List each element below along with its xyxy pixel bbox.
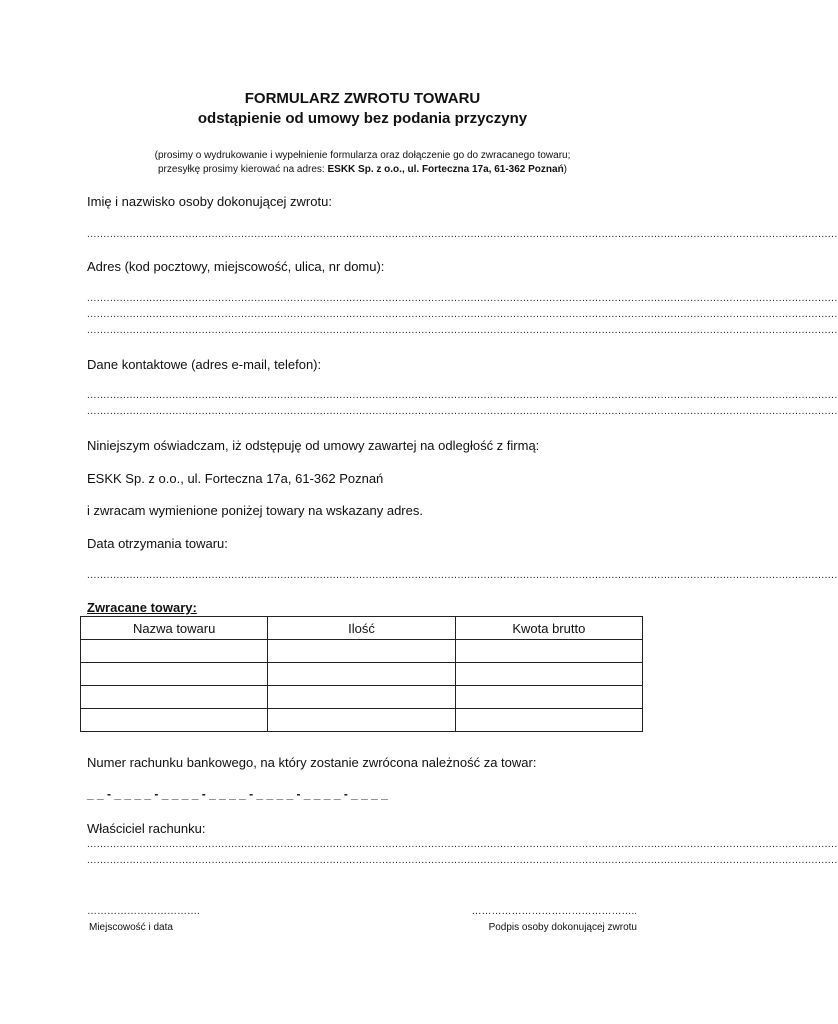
table-row (81, 686, 643, 709)
table-header-row (81, 617, 643, 640)
instruction-suffix: ) (563, 164, 568, 175)
instruction-line-1: (prosimy o wydrukowanie i wypełnienie formularza oraz dołączenie go do zwracanego towaru; (154, 150, 571, 161)
contact-input-line-1[interactable]: ..................................................................................................................................................................................................................................... (87, 390, 838, 401)
declaration-text: Niniejszym oświadczam, iż odstępuję od umowy zawartej na odległość z firmą: (87, 438, 540, 453)
instruction-line-2 (0, 164, 725, 175)
bank-account-input[interactable]: _ _ - _ _ _ _ - _ _ _ _ - _ _ _ _ - _ _ _ _ - _ _ _ _ - _ _ _ _ (87, 787, 388, 801)
column-header-gross-amount: Kwota brutto (455, 617, 642, 640)
address-input-line-3[interactable]: ..................................................................................................................................................................................................................................... (87, 325, 838, 336)
table-cell[interactable] (81, 709, 268, 732)
column-header-product: Nazwa towaru (81, 617, 268, 640)
place-date-label: Miejscowość i data (89, 922, 173, 933)
table-cell[interactable] (455, 709, 642, 732)
table-row (81, 640, 643, 663)
place-date-input-line[interactable]: ……………………………. (87, 906, 200, 917)
table-cell[interactable] (268, 640, 455, 663)
returned-goods-heading: Zwracane towary: (87, 600, 197, 615)
name-input-line[interactable]: ..................................................................................................................................................................................................................................... (87, 229, 838, 240)
table-cell[interactable] (455, 686, 642, 709)
signature-input-line[interactable]: ………………………………………….. (471, 906, 637, 917)
table-cell[interactable] (268, 686, 455, 709)
table-cell[interactable] (81, 640, 268, 663)
table-cell[interactable] (268, 663, 455, 686)
bank-account-label: Numer rachunku bankowego, na który zostanie zwrócona należność za towar: (87, 755, 537, 770)
address-input-line-2[interactable]: ..................................................................................................................................................................................................................................... (87, 309, 838, 320)
table-row (81, 709, 643, 732)
contact-input-line-2[interactable]: ..................................................................................................................................................................................................................................... (87, 406, 838, 417)
table-cell[interactable] (268, 709, 455, 732)
address-label: Adres (kod pocztowy, miejscowość, ulica, nr domu): (87, 259, 385, 274)
form-subtitle: odstąpienie od umowy bez podania przyczyny (197, 110, 528, 127)
company-address: ESKK Sp. z o.o., ul. Forteczna 17a, 61-362 Poznań (87, 471, 384, 486)
received-date-label: Data otrzymania towaru: (87, 536, 228, 551)
account-owner-input-line-2[interactable]: ..................................................................................................................................................................................................................................... (87, 855, 838, 866)
column-header-quantity: Ilość (268, 617, 455, 640)
table-cell[interactable] (81, 686, 268, 709)
address-input-line-1[interactable]: ..................................................................................................................................................................................................................................... (87, 293, 838, 304)
instruction-address: ESKK Sp. z o.o., ul. Forteczna 17a, 61-362 Poznań (327, 164, 564, 175)
table-cell[interactable] (455, 640, 642, 663)
form-title: FORMULARZ ZWROTU TOWARU (244, 90, 481, 107)
name-label: Imię i nazwisko osoby dokonującej zwrotu: (87, 194, 332, 209)
return-statement: i zwracam wymienione poniżej towary na wskazany adres. (87, 503, 423, 518)
account-owner-input-line-1[interactable]: ..................................................................................................................................................................................................................................... (87, 839, 838, 850)
table-cell[interactable] (455, 663, 642, 686)
returned-goods-table (80, 616, 643, 732)
instruction-prefix: przesyłkę prosimy kierować na adres: (157, 164, 328, 175)
table-row (81, 663, 643, 686)
signature-label: Podpis osoby dokonującej zwrotu (488, 922, 637, 933)
received-date-input-line[interactable]: ..................................................................................................................................................................................................................................... (87, 570, 838, 581)
account-owner-label: Właściciel rachunku: (87, 821, 206, 836)
contact-label: Dane kontaktowe (adres e-mail, telefon): (87, 357, 322, 372)
table-cell[interactable] (81, 663, 268, 686)
